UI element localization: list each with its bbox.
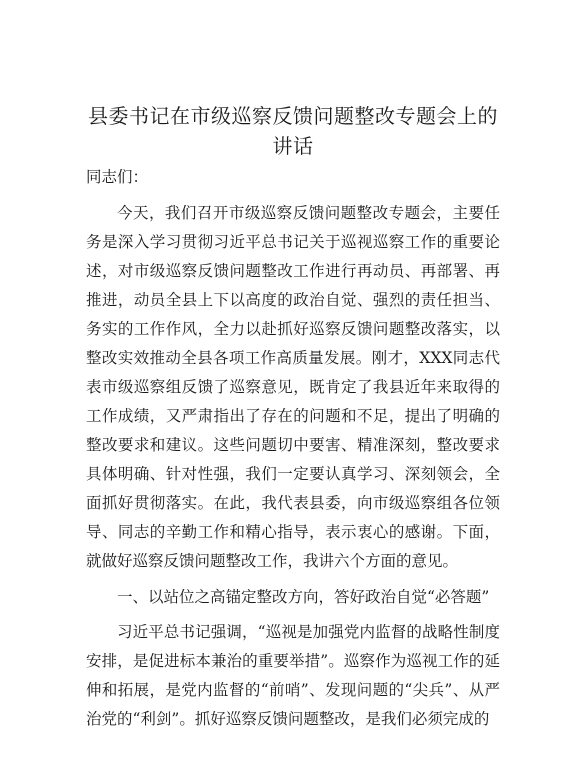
opening-paragraph: 今天，我们召开市级巡察反馈问题整改专题会，主要任务是深入学习贯彻习近平总书记关于巡视巡察工作的重要论述，对市级巡察反馈问题整改工作进行再动员、再部署、再推进，动员全县上下以高度的政治自觉、强烈的责任担当、务实的工作作风，全力以赴抓好巡察反馈问题整改落实，以整改实效推动全县各项工作高质量发展。刚才，XXX同志代表市级巡察组反馈了巡察意见，既肯定了我县近年来取得的工作成绩，又严肃指出了存在的问题和不足，提出了明确的整改要求和建议。这些问题切中要害、精准深刻，整改要求具体明确、针对性强，我们一定要认真学习、深刻领会，全面抓好贯彻落实。在此，我代表县委，向市级巡察组各位领导、同志的辛勤工作和精心指导，表示衷心的感谢。下面，就做好巡察反馈问题整改工作，我讲六个方面的意见。 <box>86 204 500 570</box>
salutation: 同志们： <box>86 168 149 186</box>
section-paragraph-1: 习近平总书记强调，“巡视是加强党内监督的战略性制度安排，是促进标本兼治的重要举措”。巡察作为巡视工作的延伸和拓展，是党内监督的“前哨”、发现问题的“尖兵”、从严治党的“利剑”。抓好巡察反馈问题整改，是我们必须完成的 <box>86 623 500 728</box>
section-heading-1: 一、以站位之高锚定整改方向，答好政治自觉“必答题” <box>117 588 490 606</box>
document-title: 县委书记在市级巡察反馈问题整改专题会上的讲话 <box>88 104 498 158</box>
document-body <box>86 163 500 734</box>
